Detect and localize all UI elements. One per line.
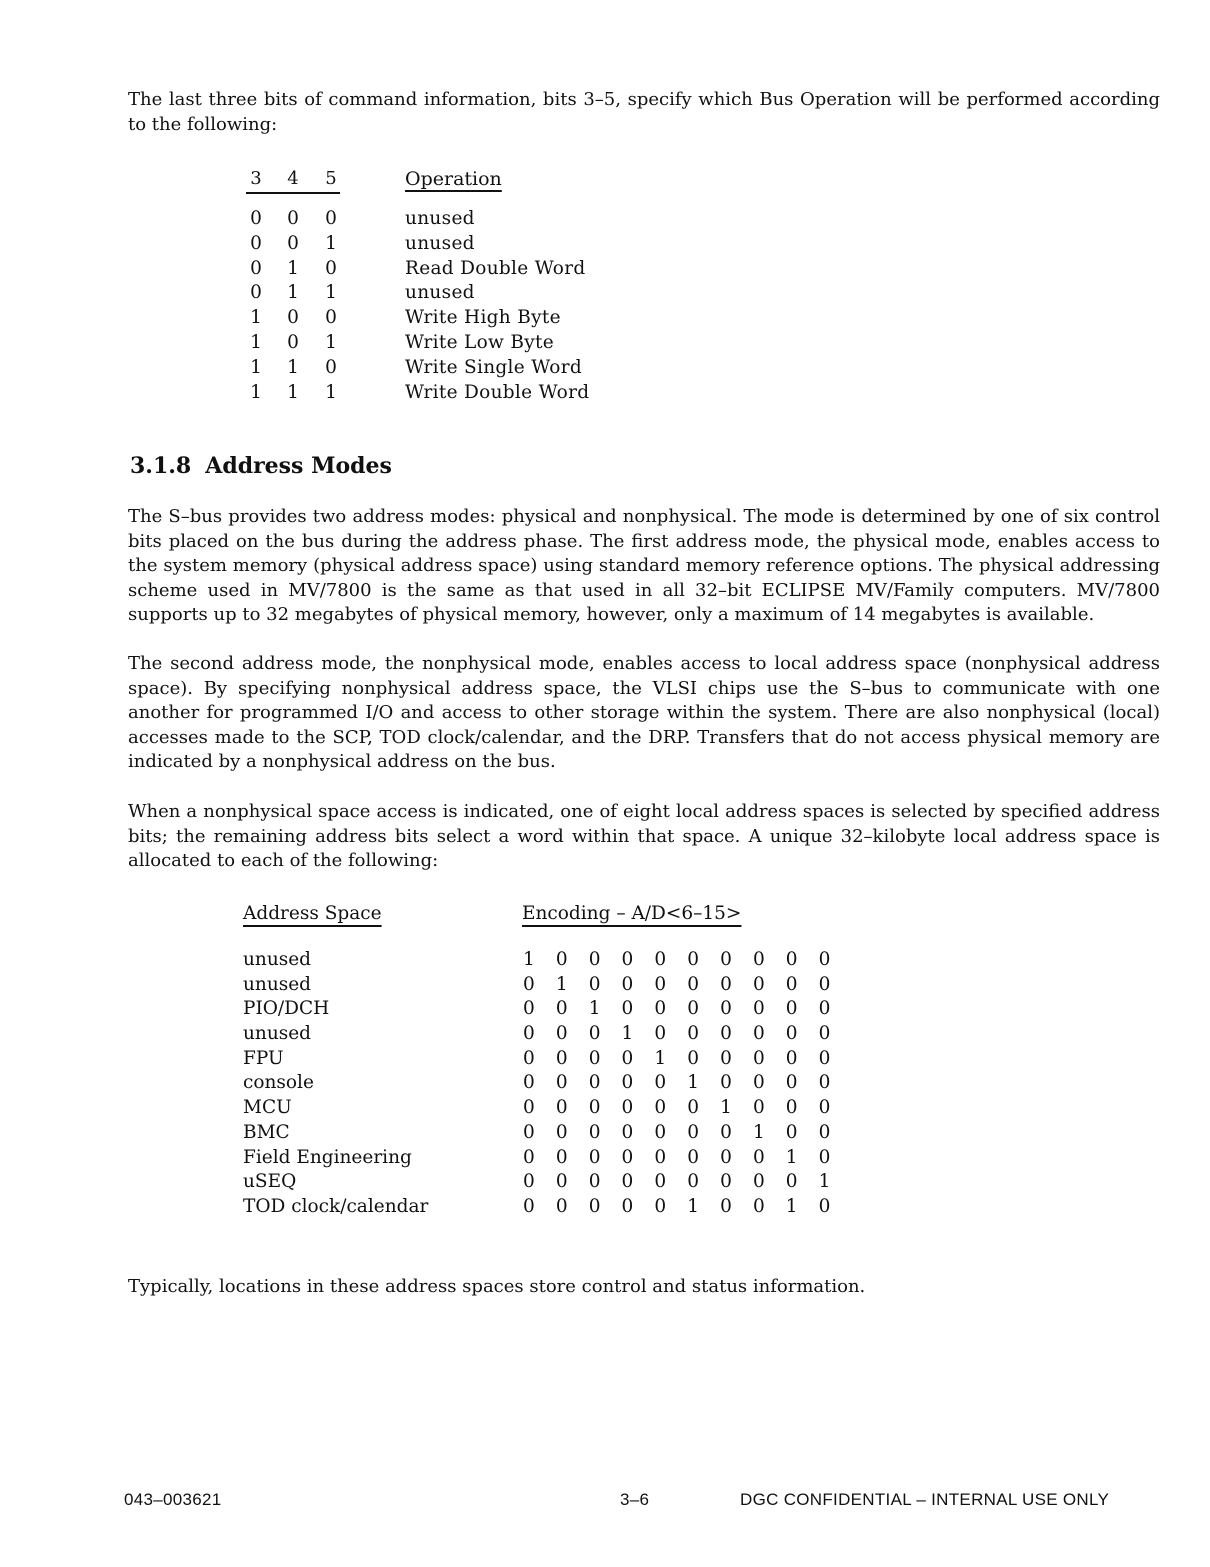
address-encoding: 0 0 1 0 0 0 0 0 0 0 [523, 998, 839, 1020]
bit-value: 0 [325, 208, 337, 229]
bit-value: 0 [287, 331, 299, 353]
address-space-row [243, 998, 839, 1023]
bus-operation-row [244, 332, 624, 357]
address-space-name: uSEQ [243, 1171, 297, 1193]
address-encoding: 0 0 0 0 0 1 0 0 1 0 [523, 1195, 839, 1217]
bit-value: 0 [325, 307, 337, 329]
bus-operation-row [244, 208, 624, 233]
address-encoding: 0 0 0 0 0 0 0 0 0 1 [523, 1171, 839, 1193]
operation-name: Write Single Word [405, 356, 582, 378]
operation-name: Read Double Word [405, 257, 586, 279]
bit-value: 1 [250, 331, 262, 353]
footer-doc-number: 043–003621 [124, 1490, 222, 1509]
address-space-row [243, 1171, 839, 1196]
bit-value: 1 [325, 381, 337, 403]
address-space-name: PIO/DCH [243, 998, 330, 1020]
paragraph-local-spaces: When a nonphysical space access is indicated, one of eight local address spaces is selected by specified address bits; the remaining address bits select a word within that space. A unique 32–kilobyte local address space is allocated to each of the following: [128, 801, 1160, 871]
address-space-name: TOD clock/calendar [243, 1195, 429, 1217]
bit-value: 0 [250, 232, 262, 254]
bus-operation-row [244, 282, 624, 307]
bit-value: 0 [250, 208, 262, 229]
footer-page-number: 3–6 [620, 1490, 650, 1509]
address-space-name: FPU [243, 1047, 284, 1069]
bus-operation-rows [244, 208, 624, 406]
operation-name: unused [405, 282, 475, 304]
address-encoding: 0 0 0 0 1 0 0 0 0 0 [523, 1047, 839, 1069]
encoding-header: Encoding – A/D<6–15> [522, 903, 742, 924]
operation-name: Write High Byte [405, 307, 561, 329]
bit-value: 1 [287, 257, 299, 279]
bit-value: 1 [325, 232, 337, 254]
paragraph-nonphysical-mode: The second address mode, the nonphysical mode, enables access to local address space (nonphysical address space). By specifying nonphysical address space, the VLSI chips use the S–bus to communicate with one another for programmed I/O and access to other storage within the system. There are also nonphysical (local) accesses made to the SCP, TOD clock/calendar, and the DRP. Transfers that do not access physical memory are indicated by a nonphysical address on the bus. [128, 653, 1160, 772]
bit-value: 0 [325, 257, 337, 279]
bit-value: 0 [287, 208, 299, 229]
bus-operation-row [244, 357, 624, 382]
bit-value: 1 [325, 331, 337, 353]
section-heading [130, 453, 392, 479]
bit-value: 0 [287, 232, 299, 254]
address-space-name: unused [243, 973, 312, 995]
address-space-name: BMC [243, 1121, 290, 1143]
paragraph-address-modes: The S–bus provides two address modes: physical and nonphysical. The mode is determined by one of six control bits placed on the bus during the address phase. The first address mode, the physical mode, enables access to the system memory (physical address space) using standard memory reference options. The physical addressing scheme used in MV/7800 is the same as that used in all 32–bit ECLIPSE MV/Family computers. MV/7800 supports up to 32 megabytes of physical memory, however, only a maximum of 14 megabytes is available. [128, 506, 1160, 625]
address-space-rows [243, 949, 839, 1221]
operation-name: Write Double Word [405, 381, 590, 403]
bus-operation-row [244, 258, 624, 283]
address-space-header: Address Space [243, 903, 382, 924]
bit-5-header: 5 [325, 168, 337, 189]
address-space-name: unused [243, 949, 312, 970]
closing-paragraph: Typically, locations in these address spaces store control and status information. [128, 1276, 866, 1297]
bit-value: 0 [325, 356, 337, 378]
section-title: Address Modes [205, 453, 392, 479]
intro-paragraph: The last three bits of command information, bits 3–5, specify which Bus Operation will be performed according to the following: [128, 89, 1160, 135]
operation-name: unused [405, 208, 475, 229]
bit-value: 1 [287, 356, 299, 378]
address-encoding: 0 0 0 0 0 0 0 1 0 0 [523, 1121, 839, 1143]
footer-confidential-notice: DGC CONFIDENTIAL – INTERNAL USE ONLY [740, 1490, 1110, 1509]
address-encoding: 0 0 0 0 0 0 1 0 0 0 [523, 1097, 839, 1119]
address-space-row [243, 1121, 839, 1147]
address-encoding: 0 0 0 0 0 0 0 0 1 0 [523, 1146, 839, 1168]
address-space-row [243, 1047, 839, 1073]
address-space-row [243, 973, 839, 999]
bit-value: 0 [287, 307, 299, 329]
bit-value: 1 [250, 356, 262, 378]
bit-value: 0 [250, 282, 262, 304]
address-encoding: 0 0 0 1 0 0 0 0 0 0 [523, 1023, 839, 1045]
address-space-name: console [243, 1072, 314, 1094]
operation-header: Operation [405, 168, 502, 190]
address-encoding: 0 0 0 0 0 1 0 0 0 0 [523, 1072, 839, 1094]
bit-value: 1 [250, 381, 262, 403]
section-number: 3.1.8 [130, 453, 192, 479]
bit-value: 1 [287, 282, 299, 304]
bit-value: 1 [287, 381, 299, 403]
address-space-row [243, 1146, 839, 1172]
bus-operation-row [244, 307, 624, 332]
address-encoding: 0 1 0 0 0 0 0 0 0 0 [523, 973, 839, 995]
address-encoding: 1 0 0 0 0 0 0 0 0 0 [523, 949, 839, 970]
bit-value: 1 [325, 282, 337, 304]
operation-name: Write Low Byte [405, 331, 554, 353]
operation-name: unused [405, 232, 475, 254]
address-space-row [243, 1072, 839, 1097]
bits-header-underline [246, 192, 340, 194]
address-space-row [243, 1023, 839, 1048]
address-space-row [243, 1097, 839, 1122]
address-space-name: MCU [243, 1097, 292, 1119]
address-space-name: unused [243, 1023, 312, 1045]
bit-value: 1 [250, 307, 262, 329]
address-space-row [243, 949, 839, 974]
bit-value: 0 [250, 257, 262, 279]
bus-operation-row [244, 233, 624, 258]
address-space-name: Field Engineering [243, 1146, 412, 1168]
bit-4-header: 4 [287, 168, 299, 189]
bit-3-header: 3 [250, 168, 262, 189]
address-space-row [243, 1195, 839, 1221]
bus-operation-row [244, 382, 624, 407]
